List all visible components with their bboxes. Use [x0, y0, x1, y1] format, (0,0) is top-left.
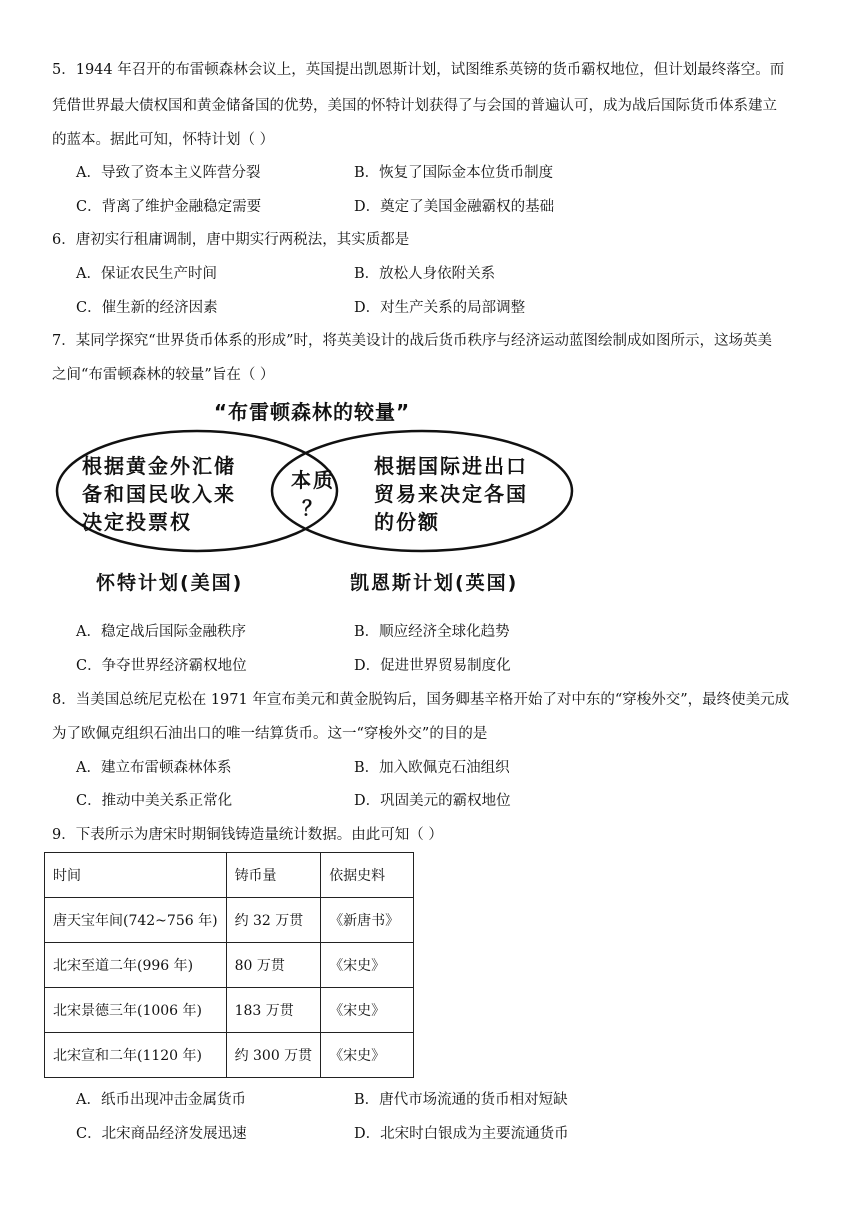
center-overlap-text — [286, 466, 340, 522]
q8-option-c[interactable]: C．推动中美关系正常化 — [76, 793, 233, 809]
q6-option-b[interactable]: B．放松人身依附关系 — [354, 266, 496, 282]
q9-option-b[interactable]: B．唐代市场流通的货币相对短缺 — [354, 1092, 568, 1108]
q7-stem-line-1: 7．某同学探究“世界货币体系的形成”时，将英美设计的战后货币秩序与经济运动蓝图绘制成如图所示，这场英美 — [52, 333, 773, 349]
q6-option-c[interactable]: C．催生新的经济因素 — [76, 300, 218, 316]
table-header-cell: 依据史料 — [321, 853, 414, 898]
q9-stem-line-1: 9．下表所示为唐宋时期铜钱铸造量统计数据。由此可知（ ） — [52, 827, 443, 843]
q8-option-a[interactable]: A．建立布雷顿森林体系 — [76, 760, 232, 776]
table-header-cell: 铸币量 — [226, 853, 321, 898]
q6-option-a[interactable]: A．保证农民生产时间 — [76, 266, 217, 282]
q9-option-a[interactable]: A．纸币出现冲击金属货币 — [76, 1092, 246, 1108]
q5-option-d[interactable]: D．奠定了美国金融霸权的基础 — [354, 199, 555, 215]
q5-option-b[interactable]: B．恢复了国际金本位货币制度 — [354, 165, 554, 181]
table-cell: 唐天宝年间(742~756 年) — [45, 898, 227, 943]
table-row — [45, 1033, 414, 1078]
left-text-line-2: 备和国民收入来 — [82, 482, 236, 506]
q7-option-b[interactable]: B．顺应经济全球化趋势 — [354, 624, 510, 640]
q6-stem-line-1: 6．唐初实行租庸调制，唐中期实行两税法，其实质都是 — [52, 232, 410, 248]
q8-option-b[interactable]: B．加入欧佩克石油组织 — [354, 760, 510, 776]
q5-option-c[interactable]: C．背离了维护金融稳定需要 — [76, 199, 262, 215]
center-text-line-2: ？ — [302, 496, 324, 520]
q5-stem-line-3: 的蓝本。据此可知，怀特计划（ ） — [52, 132, 275, 148]
right-text-line-2: 贸易来决定各国 — [374, 482, 528, 506]
table-header-row — [45, 853, 414, 898]
table-cell: 《宋史》 — [321, 1033, 414, 1078]
table-cell: 183 万贯 — [226, 988, 321, 1033]
q7-option-a[interactable]: A．稳定战后国际金融秩序 — [76, 624, 246, 640]
coin-minting-table — [44, 852, 414, 1078]
table-cell: 约 32 万贯 — [226, 898, 321, 943]
q5-stem-line-1: 5．1944 年召开的布雷顿森林会议上，英国提出凯恩斯计划，试图维系英镑的货币霸权地位，但计划最终落空。而 — [52, 62, 785, 78]
right-text-line-3: 的份额 — [374, 510, 440, 534]
q6-option-d[interactable]: D．对生产关系的局部调整 — [354, 300, 526, 316]
table-cell: 《宋史》 — [321, 943, 414, 988]
left-text-line-1: 根据黄金外汇储 — [82, 454, 236, 478]
right-text-line-1: 根据国际进出口 — [374, 454, 528, 478]
left-ellipse-label: 怀特计划(美国) — [96, 572, 244, 594]
left-ellipse-text — [82, 452, 236, 536]
q7-option-d[interactable]: D．促进世界贸易制度化 — [354, 658, 511, 674]
table-cell: 约 300 万贯 — [226, 1033, 321, 1078]
q8-stem-line-2: 为了欧佩克组织石油出口的唯一结算货币。这一“穿梭外交”的目的是 — [52, 726, 488, 742]
center-text-line-1: 本质 — [291, 468, 335, 492]
left-text-line-3: 决定投票权 — [82, 510, 192, 534]
table-row — [45, 988, 414, 1033]
q9-option-c[interactable]: C．北宋商品经济发展迅速 — [76, 1126, 247, 1142]
right-ellipse-text — [374, 452, 528, 536]
q8-stem-line-1: 8．当美国总统尼克松在 1971 年宣布美元和黄金脱钩后，国务卿基辛格开始了对中东的“穿梭外交”，最终使美元成 — [52, 692, 790, 708]
diagram-title: “布雷顿森林的较量” — [213, 400, 411, 424]
q7-option-c[interactable]: C．争夺世界经济霸权地位 — [76, 658, 247, 674]
q5-option-a[interactable]: A．导致了资本主义阵营分裂 — [76, 165, 261, 181]
q9-option-d[interactable]: D．北宋时白银成为主要流通货币 — [354, 1126, 569, 1142]
table-header-cell: 时间 — [45, 853, 227, 898]
right-ellipse-label: 凯恩斯计划(英国) — [350, 572, 519, 594]
table-cell: 《宋史》 — [321, 988, 414, 1033]
table-cell: 《新唐书》 — [321, 898, 414, 943]
table-cell: 北宋景德三年(1006 年) — [45, 988, 227, 1033]
q7-stem-line-2: 之间“布雷顿森林的较量”旨在（ ） — [52, 367, 275, 383]
table-cell: 北宋至道二年(996 年) — [45, 943, 227, 988]
q5-stem-line-2: 凭借世界最大债权国和黄金储备国的优势，美国的怀特计划获得了与会国的普遍认可，成为战后国际货币体系建立 — [52, 98, 777, 114]
table-cell: 80 万贯 — [226, 943, 321, 988]
venn-diagram — [52, 396, 582, 606]
table-row — [45, 898, 414, 943]
table-cell: 北宋宣和二年(1120 年) — [45, 1033, 227, 1078]
q8-option-d[interactable]: D．巩固美元的霸权地位 — [354, 793, 511, 809]
table-row — [45, 943, 414, 988]
